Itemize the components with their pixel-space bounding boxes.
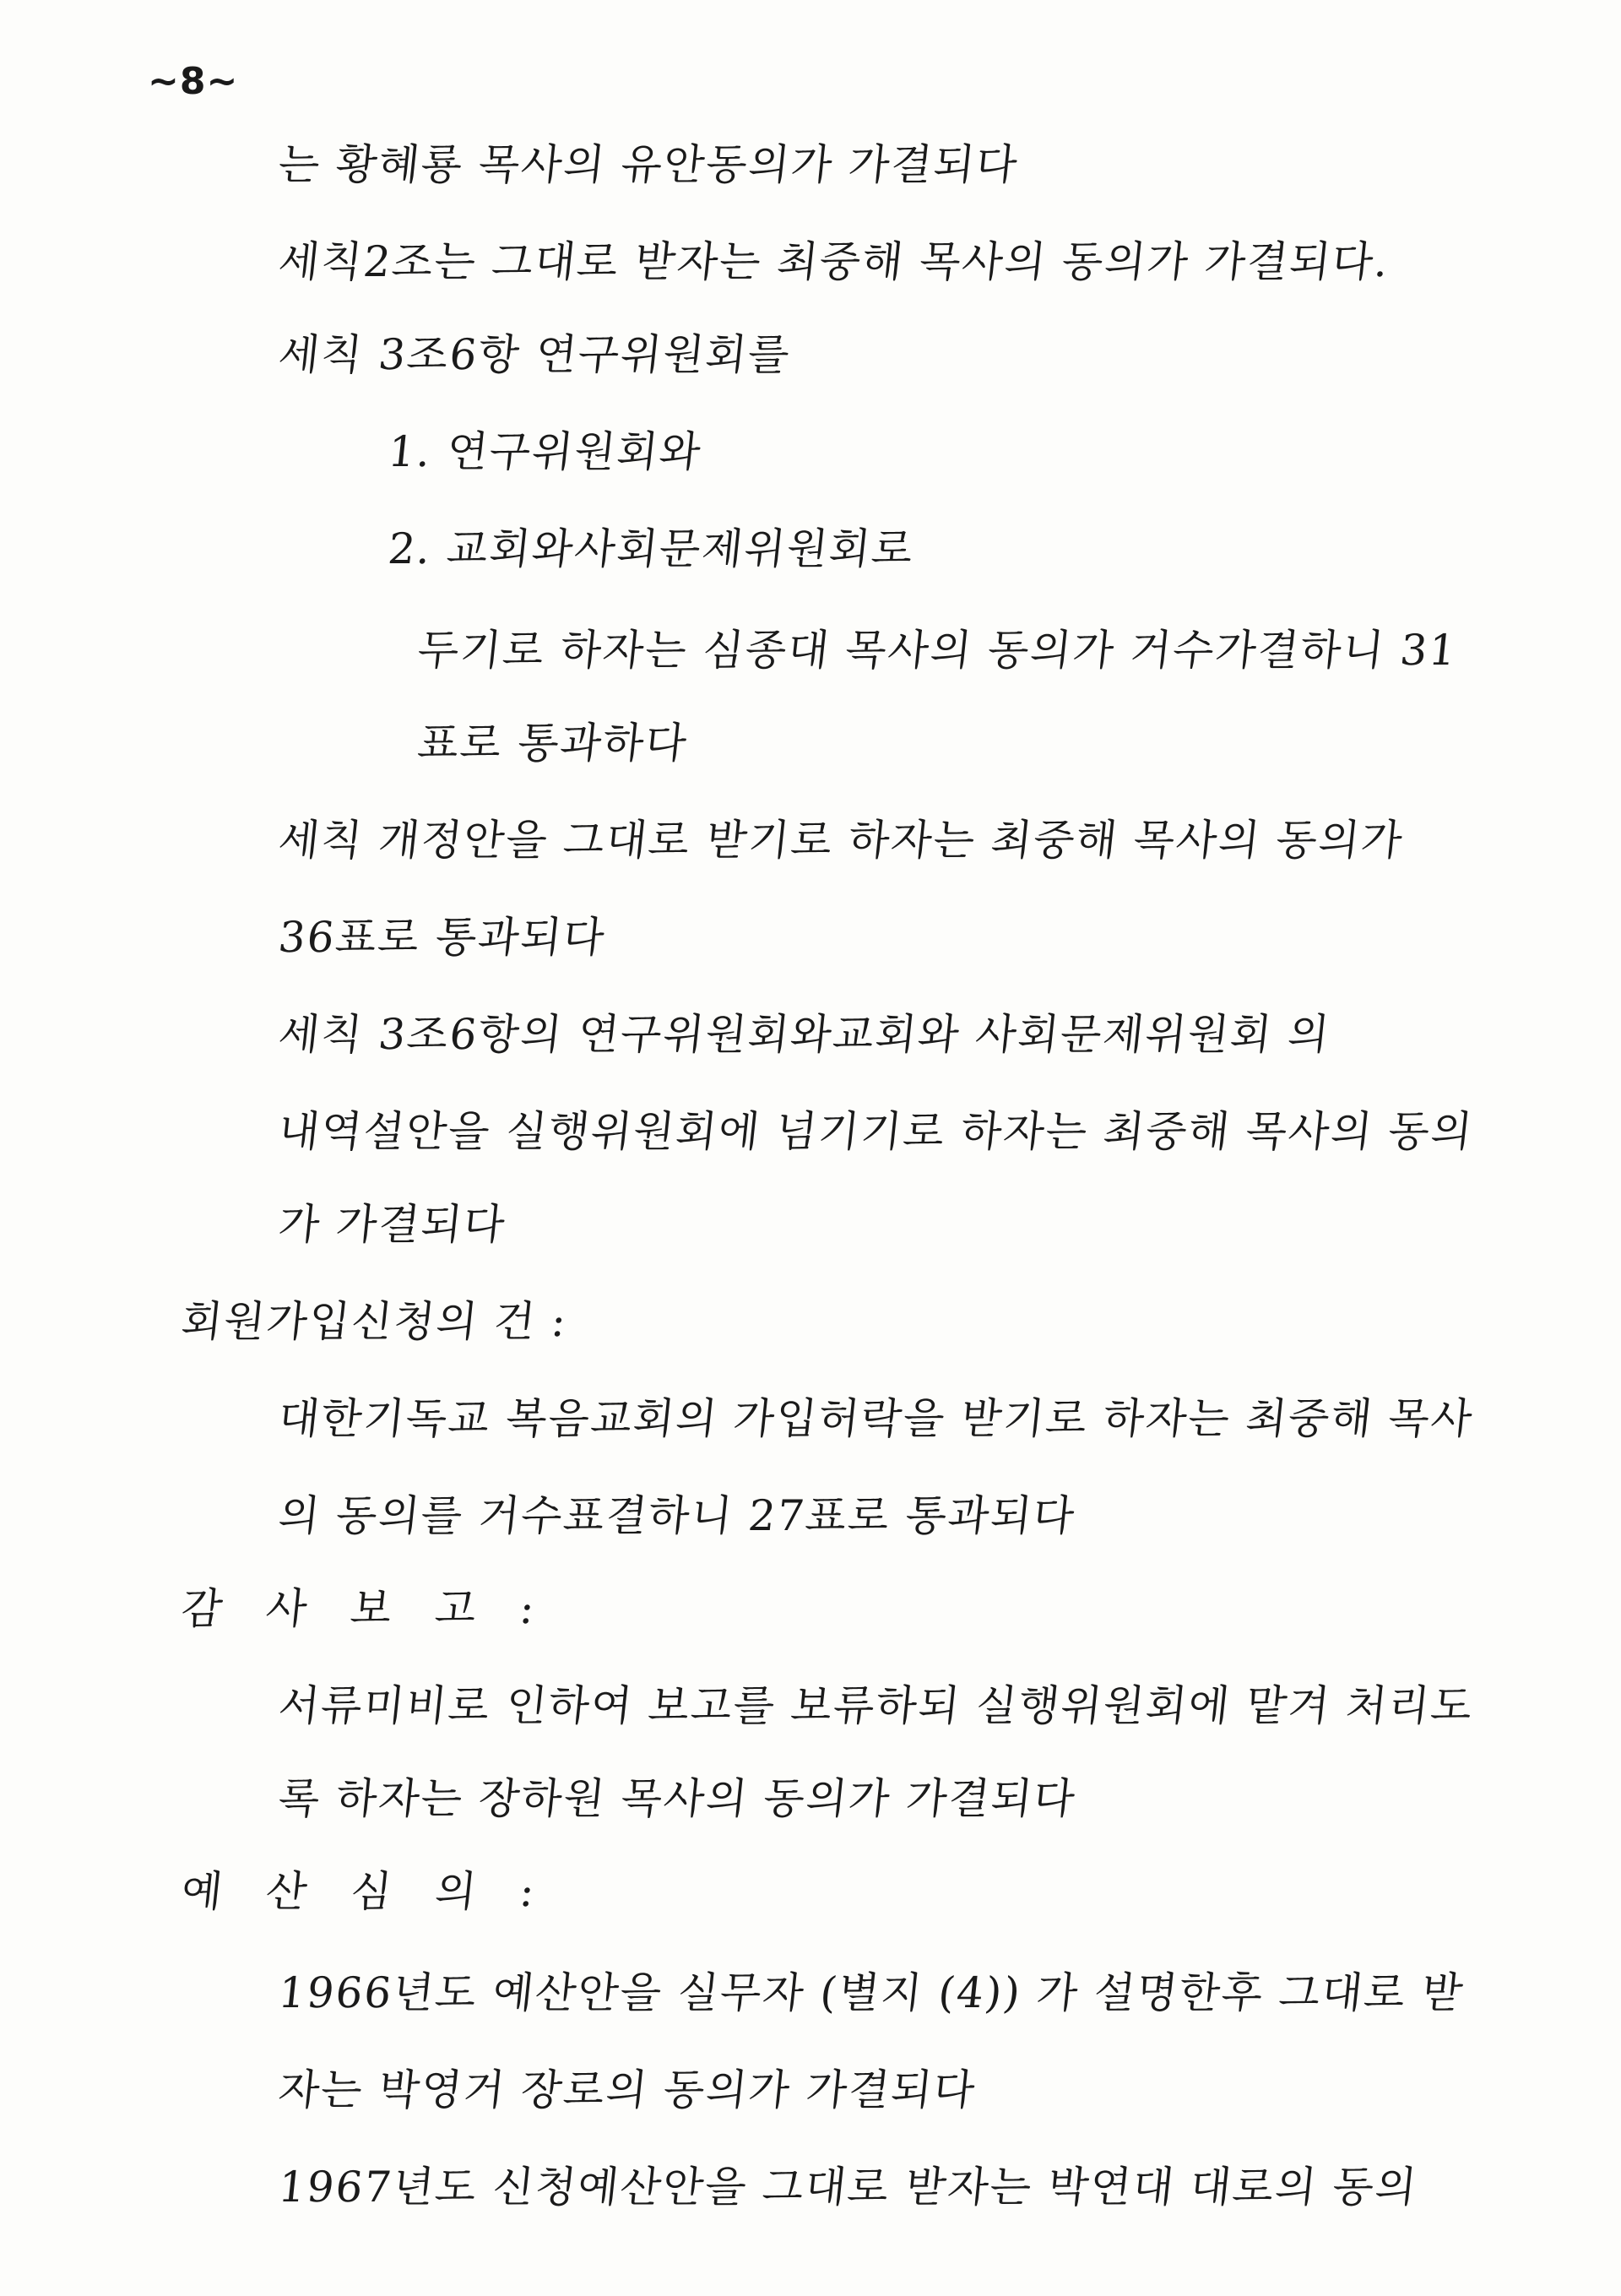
text-line: 가 가결되다 xyxy=(275,1200,509,1249)
text-line: 표로 통과하다 xyxy=(415,719,691,768)
text-line: 대한기독교 복음교회의 가입허락을 받기로 하자는 최중해 목사 xyxy=(275,1394,1477,1443)
text-line: 1966년도 예산안을 실무자 (별지 (4)) 가 설명한후 그대로 받 xyxy=(275,1968,1467,2017)
text-line: 세칙 3조6항의 연구위원회와교회와 사회문제위원회 의 xyxy=(275,1010,1333,1059)
section-heading: 감 사 보 고 : xyxy=(178,1584,552,1633)
text-line: 록 하자는 장하원 목사의 동의가 가결되다 xyxy=(275,1774,1079,1823)
section-heading: 예 산 심 의 : xyxy=(178,1867,552,1916)
page-number: ~8~ xyxy=(148,60,239,103)
text-line: 는 황혜룡 목사의 유안동의가 가결되다 xyxy=(275,140,1022,189)
text-line: 1. 연구위원회와 xyxy=(385,427,705,476)
text-line: 세칙2조는 그대로 받자는 최중해 목사의 동의가 가결되다. xyxy=(275,237,1393,286)
text-line: 2. 교회와사회문제위원회로 xyxy=(385,524,917,573)
text-line: 36표로 통과되다 xyxy=(275,913,609,962)
text-line: 내역설안을 실행위원회에 넘기기로 하자는 최중해 목사의 동의 xyxy=(275,1107,1477,1156)
text-line: 세칙 3조6항 연구위원회를 xyxy=(275,330,794,379)
text-line: 의 동의를 거수표결하니 27표로 통과되다 xyxy=(275,1491,1079,1540)
text-line: 1967년도 신청예산안을 그대로 받자는 박연대 대로의 동의 xyxy=(275,2163,1421,2212)
text-line: 두기로 하자는 심종대 목사의 동의가 거수가결하니 31 xyxy=(415,626,1461,675)
text-line: 서류미비로 인하여 보고를 보류하되 실행위원회에 맡겨 처리도 xyxy=(275,1681,1477,1730)
text-line: 자는 박영거 장로의 동의가 가결되다 xyxy=(275,2065,979,2114)
section-heading: 회원가입신청의 건 : xyxy=(178,1297,571,1346)
text-line: 세칙 개정안을 그대로 받기로 하자는 최중해 목사의 동의가 xyxy=(275,816,1407,865)
